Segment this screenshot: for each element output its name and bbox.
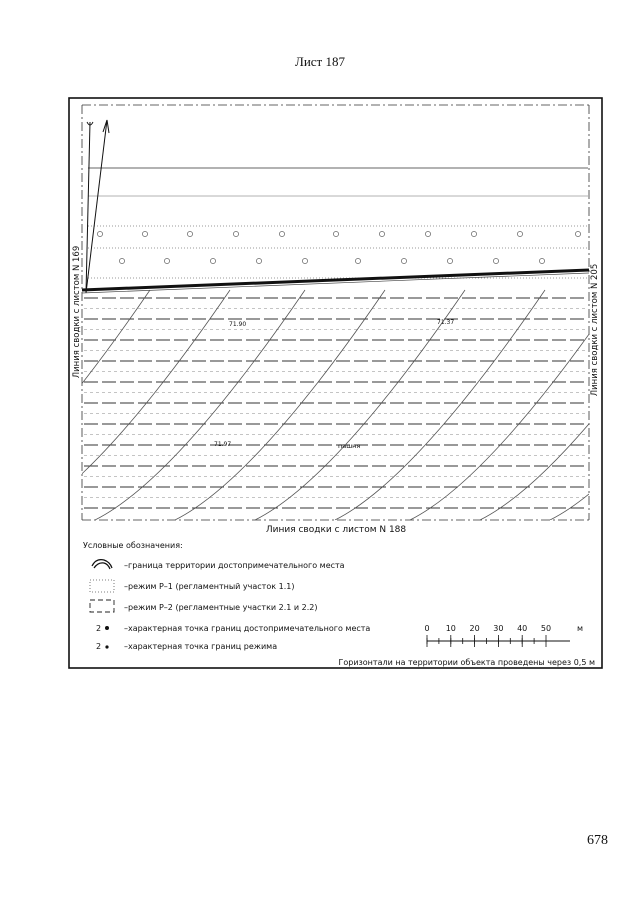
page-title: Лист 187	[295, 54, 345, 69]
legend-marker: 2	[96, 642, 102, 651]
boundary-curve-icon	[92, 560, 112, 569]
dot-2-icon	[105, 626, 109, 630]
legend-item-text: –граница территории достопримечательного места	[124, 561, 345, 570]
site-boundary-line	[82, 270, 589, 290]
tree-icon	[97, 231, 102, 236]
legend-item-text: –режим Р–1 (регламентный участок 1.1)	[124, 582, 295, 591]
tree-icon	[302, 258, 307, 263]
map-frame	[82, 105, 589, 520]
land-use-label: пашня	[338, 442, 361, 450]
contour-line	[95, 290, 305, 520]
dashed-rectangle-icon	[90, 600, 114, 612]
tree-icon	[539, 258, 544, 263]
regime-p2-hatching	[84, 298, 588, 508]
dotted-rectangle-icon	[90, 580, 114, 592]
tree-icon	[233, 231, 238, 236]
scale-tick-label: 10	[445, 624, 456, 633]
tree-markers	[97, 231, 580, 263]
north-arrow-icon	[86, 120, 109, 293]
tree-icon	[575, 231, 580, 236]
elevation-label: 71.37	[437, 319, 455, 326]
contour-line	[175, 290, 385, 520]
tree-icon	[119, 258, 124, 263]
tree-icon	[471, 231, 476, 236]
scale-bar	[424, 624, 570, 647]
tree-icon	[355, 258, 360, 263]
contour-line	[480, 290, 640, 520]
tree-icon	[493, 258, 498, 263]
contour-line	[255, 290, 465, 520]
tree-icon	[279, 231, 284, 236]
site-boundary-line	[82, 273, 589, 293]
contour-lines	[0, 290, 640, 520]
dot-2-small-icon	[105, 645, 108, 648]
tree-icon	[210, 258, 215, 263]
legend-item-text: –режим Р–2 (регламентные участки 2.1 и 2.2)	[124, 603, 318, 612]
scale-tick-label: 30	[493, 624, 504, 633]
tree-icon	[517, 231, 522, 236]
left-seam-label: Линия сводки с листом N 169	[72, 245, 82, 379]
contour-line	[20, 290, 230, 520]
contour-note: Горизонтали на территории объекта проведены через 0,5 м	[338, 658, 595, 667]
tree-icon	[379, 231, 384, 236]
page-number: 678	[587, 833, 608, 848]
tree-icon	[425, 231, 430, 236]
tree-icon	[256, 258, 261, 263]
scale-tick-label: 40	[517, 624, 528, 633]
elevation-label: 71.97	[214, 441, 232, 448]
legend-marker: 2	[96, 624, 102, 633]
tree-icon	[447, 258, 452, 263]
bottom-seam-label: Линия сводки с листом N 188	[265, 525, 407, 535]
tree-icon	[333, 231, 338, 236]
tree-icon	[187, 231, 192, 236]
scale-tick-label: 50	[540, 624, 552, 633]
scale-tick-label: 20	[469, 624, 480, 633]
tree-icon	[401, 258, 406, 263]
tree-icon	[164, 258, 169, 263]
scale-tick-label: 0	[424, 624, 430, 633]
scale-unit: м	[577, 624, 584, 633]
right-seam-label: Линия сводки с листом N 205	[590, 263, 600, 397]
tree-icon	[142, 231, 147, 236]
elevation-label: 71.90	[229, 321, 247, 328]
legend-title: Условные обозначения:	[83, 541, 183, 550]
legend-item-text: –характерная точка границ достопримечательного места	[124, 624, 371, 633]
legend-item-text: –характерная точка границ режима	[124, 642, 278, 651]
